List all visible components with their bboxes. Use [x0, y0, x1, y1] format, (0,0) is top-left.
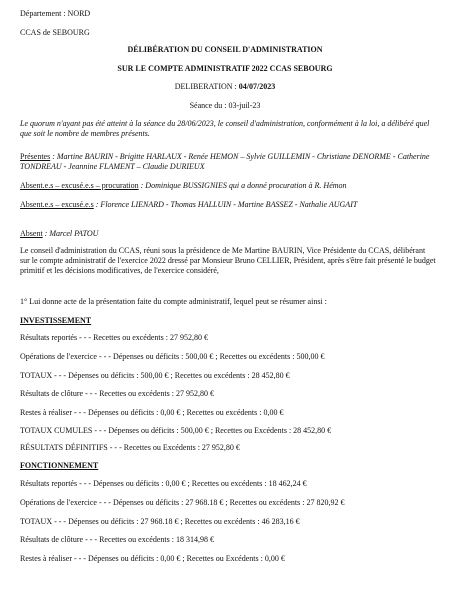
investissement-row: Résultats de clôture - - - Recettes ou excédents : 27 952,80 €	[20, 389, 214, 398]
investissement-row: TOTAUX - - - Dépenses ou déficits : 500,00 € ; Recettes ou excédents : 28 452,80 €	[20, 371, 290, 380]
investissement-row: TOTAUX CUMULES - - - Dépenses ou déficits : 500,00 € ; Recettes ou Excédents : 28 452,80 €	[20, 426, 332, 435]
absent-procuration-line	[20, 181, 436, 191]
fonctionnement-row: TOTAUX - - - Dépenses ou déficits : 27 968.18 € ; Recettes ou excédents : 46 283,16 €	[20, 517, 300, 526]
absent-excuse-paragraph	[20, 200, 436, 210]
deliberation-date: 04/07/2023	[238, 82, 276, 91]
absent-names: : Marcel PATOU	[42, 229, 99, 238]
absent-label: Absent	[20, 229, 43, 238]
deliberation-line	[0, 82, 450, 92]
absent-excuse-names: : Florence LIENARD - Thomas HALLUIN - Martine BASSEZ - Nathalie AUGAIT	[93, 200, 358, 209]
absent-excuse-label: Absent.e.s – excusé.e.s	[20, 200, 94, 209]
investissement-row: RÉSULTATS DÉFINITIFS - - - Recettes ou Excédents : 27 952,80 €	[20, 443, 240, 452]
quorum-paragraph: Le quorum n'ayant pas été atteint à la séance du 28/06/2023, le conseil d'administration, conformément à la loi, a délibéré quel que soit le nombre de membres présents.	[20, 119, 430, 138]
fonctionnement-row: Restes à réaliser - - - Dépenses ou déficits : 0,00 € ; Recettes ou Excédents : 0,00 €	[20, 554, 285, 563]
investissement-row: Restes à réaliser - - - Dépenses ou déficits : 0,00 € ; Recettes ou excédents : 0,00 €	[20, 408, 284, 417]
absent-line	[20, 229, 436, 239]
council-paragraph: Le conseil d'administration du CCAS, réuni sous la présidence de Me Martine BAURIN, Vice Présidente du CCAS, délibérant sur le compte administratif de l'exercice 2022 dressé par Monsieur Bruno CELLIER, Président, après s'être fait présenté le budget primitif et les décisions modificatives, de l'exercice considéré,	[20, 246, 436, 275]
absent-procuration-label: Absent.e.s – excusé.e.s – procuration	[20, 181, 139, 190]
presentes-names: : Martine BAURIN - Brigitte HARLAUX - Renée HEMON – Sylvie GUILLEMIN - Christiane DENORME - Catherine TONDREAU - Jeannine FLAMENT – Claudie DURIEUX	[20, 152, 430, 171]
presentes-paragraph	[20, 152, 436, 172]
ccas-line: CCAS de SEBOURG	[20, 28, 90, 37]
investissement-row: Opérations de l'exercice - - - Dépenses ou déficits : 500,00 € ; Recettes ou excédents : 500,00 €	[20, 352, 325, 361]
fonctionnement-row: Résultats de clôture - - - Recettes ou excédents : 18 314,98 €	[20, 535, 214, 544]
seance-line: Séance du : 03-juil-23	[189, 101, 261, 110]
acte-line: 1° Lui donne acte de la présentation faite du compte administratif, lequel peut se résumer ainsi :	[20, 297, 327, 306]
deliberation-label: DELIBERATION :	[174, 82, 239, 91]
department-line: Département : NORD	[20, 9, 91, 18]
absent-procuration-names: : Dominique BUSSIGNIES qui a donné procuration à R. Hémon	[138, 181, 347, 190]
investissement-row: Résultats reportés - - - Recettes ou excédents : 27 952,80 €	[20, 333, 208, 342]
fonctionnement-row: Résultats reportés - - - Dépenses ou déficits : 0,00 € ; Recettes ou excédents : 18 462,24 €	[20, 479, 307, 488]
title-line-2: SUR LE COMPTE ADMINISTRATIF 2022 CCAS SEBOURG	[117, 64, 333, 73]
fonctionnement-heading: FONCTIONNEMENT	[20, 461, 99, 470]
investissement-heading: INVESTISSEMENT	[20, 316, 92, 325]
title-line-1: DÉLIBÉRATION DU CONSEIL D'ADMINISTRATION	[127, 45, 323, 54]
presentes-label: Présentes	[20, 152, 51, 161]
fonctionnement-row: Opérations de l'exercice - - - Dépenses ou déficits : 27 968.18 € ; Recettes ou excédents : 27 820,92 €	[20, 498, 345, 507]
